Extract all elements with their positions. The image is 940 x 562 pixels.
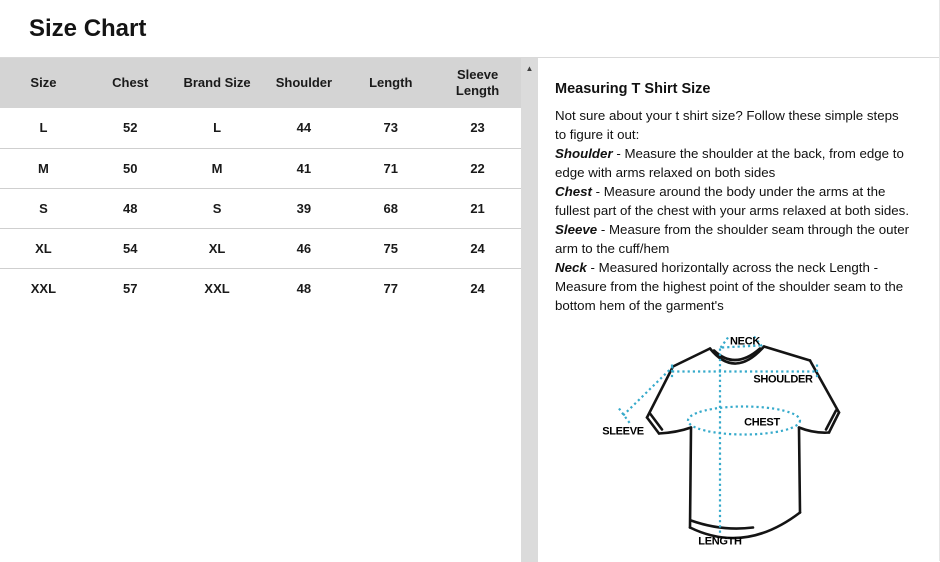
col-header-chest: Chest (87, 58, 174, 108)
step-desc: - Measure from the shoulder seam through the outer arm to the cuff/hem (555, 222, 910, 256)
cell-chest: 50 (87, 148, 174, 188)
step-term: Chest (555, 184, 592, 199)
cell-chest: 48 (87, 188, 174, 228)
main-content (0, 57, 939, 561)
cell-sleeve-length: 24 (434, 228, 521, 268)
cell-length: 71 (347, 148, 434, 188)
step-desc: - Measured horizontally across the neck Length - Measure from the highest point of the shoulder seam to the bottom hem of the garment's (555, 260, 904, 313)
page-title: Size Chart (29, 14, 147, 42)
sleeve-line (623, 367, 673, 416)
step-desc: - Measure around the body under the arms at the fullest part of the chest with your arms relaxed at both sides. (555, 184, 910, 218)
table-row (0, 108, 521, 148)
cell-sleeve-length: 23 (434, 108, 521, 148)
cell-sleeve-length: 24 (470, 280, 485, 296)
cell-shoulder: 46 (260, 228, 347, 268)
cell-length: 77 (383, 280, 398, 296)
measuring-panel (538, 58, 939, 561)
length-label: LENGTH (698, 535, 742, 548)
title-bar (0, 0, 939, 57)
cell-chest: 57 (123, 280, 138, 296)
cell-size: S (0, 188, 87, 228)
table-row (0, 228, 521, 268)
chest-label: CHEST (744, 416, 780, 429)
cell-shoulder: 39 (260, 188, 347, 228)
step-term: Shoulder (555, 146, 613, 161)
step-chest (555, 182, 911, 220)
cell-brand-size: XXL (204, 280, 230, 296)
shoulder-label: SHOULDER (753, 373, 813, 386)
step-term: Neck (555, 260, 587, 275)
cell-brand-size: S (174, 188, 261, 228)
sleeve-label: SLEEVE (602, 425, 644, 438)
table-row (0, 268, 521, 308)
cell-brand-size: XL (174, 228, 261, 268)
col-header-length: Length (347, 58, 434, 108)
step-shoulder (555, 144, 911, 182)
step-neck (555, 258, 911, 315)
cell-size: XXL (30, 280, 57, 296)
cell-length: 75 (347, 228, 434, 268)
col-header-size: Size (0, 58, 87, 108)
cell-brand-size: L (174, 108, 261, 148)
diagram-labels (602, 336, 813, 548)
tshirt-measuring-diagram (592, 331, 882, 561)
cell-shoulder: 44 (260, 108, 347, 148)
cell-sleeve-length: 21 (434, 188, 521, 228)
table-row (0, 188, 521, 228)
col-header-brand-size: Brand Size (174, 58, 261, 108)
step-term: Sleeve (555, 222, 598, 237)
table-header-row (0, 58, 521, 108)
cell-size: L (0, 108, 87, 148)
size-table-area (0, 58, 521, 561)
size-table (0, 58, 521, 308)
cell-shoulder: 48 (296, 280, 312, 296)
measuring-instructions (555, 106, 911, 315)
step-desc: - Measure the shoulder at the back, from edge to edge with arms relaxed on both sides (555, 146, 904, 180)
neck-label: NECK (730, 335, 760, 348)
col-header-sleeve-length: Sleeve Length (434, 58, 521, 108)
cell-length: 73 (347, 108, 434, 148)
cell-shoulder: 41 (260, 148, 347, 188)
cell-size: XL (0, 228, 87, 268)
table-row (0, 148, 521, 188)
intro-text: Not sure about your t shirt size? Follow these simple steps to figure it out: (555, 108, 899, 142)
measurement-lines (619, 337, 817, 535)
scroll-up-icon[interactable]: ▲ (525, 64, 534, 73)
step-sleeve (555, 220, 911, 258)
cell-size: M (0, 148, 87, 188)
cell-brand-size: M (174, 148, 261, 188)
col-header-shoulder: Shoulder (260, 58, 347, 108)
cell-length: 68 (347, 188, 434, 228)
cell-chest: 54 (87, 228, 174, 268)
measuring-heading: Measuring T Shirt Size (555, 81, 711, 97)
tshirt-diagram-svg (592, 331, 882, 561)
vertical-scrollbar[interactable] (521, 58, 538, 562)
cell-sleeve-length: 22 (434, 148, 521, 188)
cell-chest: 52 (87, 108, 174, 148)
